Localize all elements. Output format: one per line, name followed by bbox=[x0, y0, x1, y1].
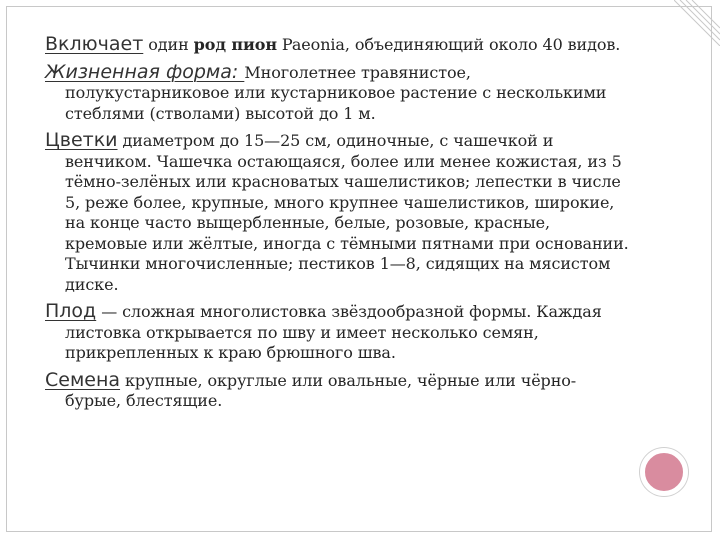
paragraph-text: крупные, округлые или овальные, чёрные или чёрно-бурые, блестящие. bbox=[65, 370, 577, 410]
paragraph bbox=[45, 301, 630, 364]
paragraph-text: Многолетнее травянистое, полукустарниковое или кустарниковое растение с несколькими стеблями (стволами) высотой до 1 м. bbox=[65, 62, 607, 123]
paragraph-text: род пион bbox=[193, 35, 277, 54]
paragraph-text: диаметром до 15—25 см, одиночные, с чашечкой и венчиком. Чашечка остающаяся, более или менее кожистая, из 5 тёмно-зелёных или красноватых чашелистиков; лепестки в числе 5, реже более, крупные, много крупнее чашелистиков, широкие, на конце часто выщербленные, белые, розовые, красные, кремовые или жёлтые, иногда с тёмными пятнами при основании. Тычинки многочисленные; пестиков 1—8, сидящих на мясистом диске. bbox=[65, 131, 629, 294]
slide-body bbox=[45, 34, 630, 418]
paragraph-heading: Включает bbox=[45, 33, 144, 55]
paragraph-text: один bbox=[143, 35, 194, 54]
paragraph bbox=[45, 62, 630, 125]
decorative-circle-icon bbox=[640, 448, 688, 496]
paragraph-heading: Жизненная форма: bbox=[45, 60, 245, 83]
paragraph bbox=[45, 370, 630, 412]
paragraph-heading: Цветки bbox=[45, 129, 118, 151]
paragraph-heading: Плод bbox=[45, 300, 97, 322]
paragraph bbox=[45, 34, 630, 56]
paragraph-heading: Семена bbox=[45, 368, 121, 391]
paragraph bbox=[45, 130, 630, 295]
corner-fold-decoration bbox=[674, 0, 720, 46]
paragraph-text: — сложная многолистовка звёздообразной формы. Каждая листовка открывается по шву и имеет несколько семян, прикрепленных к краю брюшного шва. bbox=[65, 302, 602, 362]
paragraph-text: Paeonia, объединяющий около 40 видов. bbox=[276, 35, 621, 54]
